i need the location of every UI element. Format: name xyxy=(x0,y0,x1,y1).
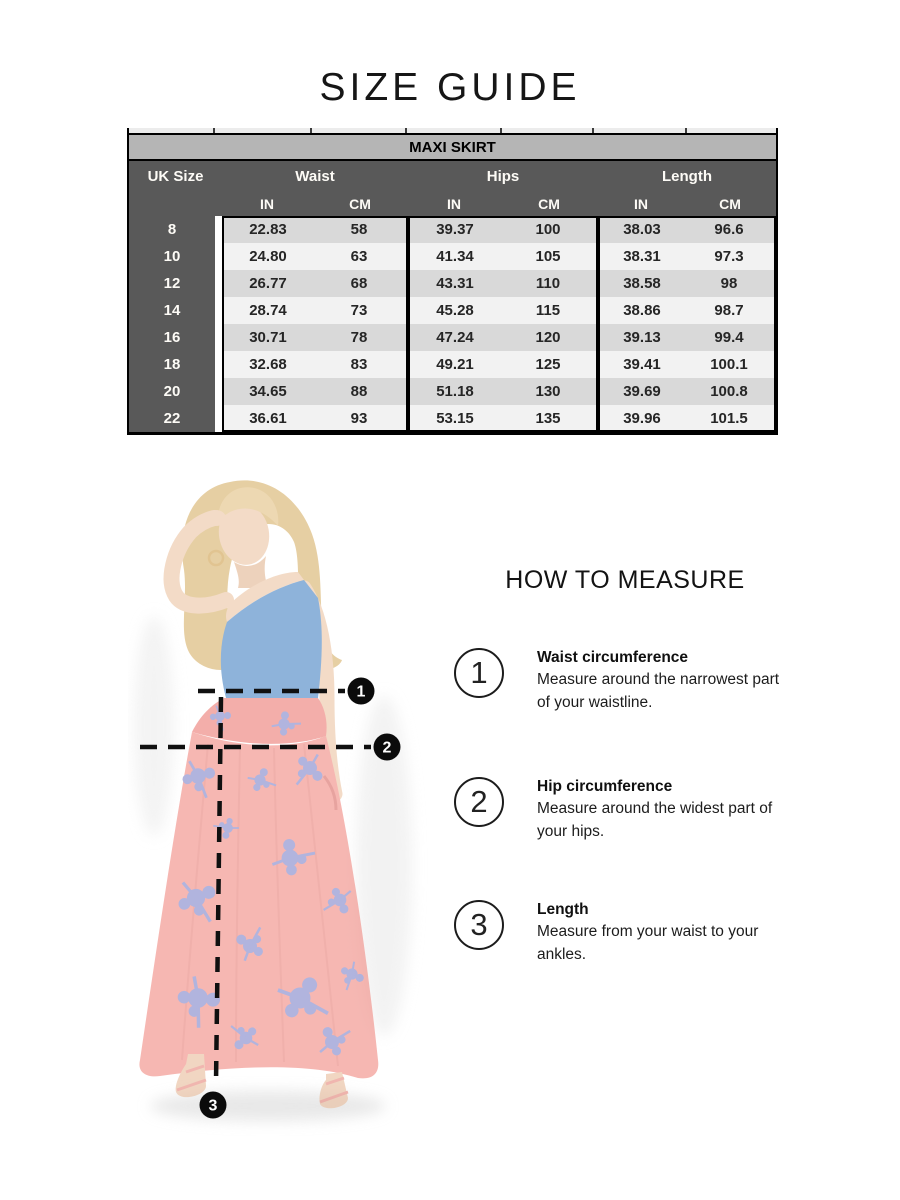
step-3-description: Measure from your waist to your ankles. xyxy=(537,923,759,963)
unit-header: CM xyxy=(538,195,560,212)
value-cell: 97.3 xyxy=(714,248,744,265)
step-1-description: Measure around the narrowest part of your waistline. xyxy=(537,671,780,711)
hips-values-group xyxy=(408,216,598,432)
value-cell: 105 xyxy=(535,248,561,265)
skirt-waistband xyxy=(192,698,327,744)
unit-header: CM xyxy=(349,195,371,212)
how-to-measure-title: HOW TO MEASURE xyxy=(505,566,745,594)
column-group-waist: Waist xyxy=(295,167,335,185)
unit-header: IN xyxy=(447,195,461,212)
measure-step-2 xyxy=(454,777,782,843)
model-figure xyxy=(139,480,378,1108)
value-cell: 34.65 xyxy=(249,383,287,400)
step-2-number: 2 xyxy=(470,784,488,819)
table-row xyxy=(222,405,408,432)
table-row xyxy=(408,324,598,351)
value-cell: 99.4 xyxy=(714,329,744,346)
table-row xyxy=(222,297,408,324)
size-cell: 18 xyxy=(163,356,181,373)
step-1-number: 1 xyxy=(470,655,488,690)
step-3-number: 3 xyxy=(470,907,488,942)
value-cell: 24.80 xyxy=(249,248,287,265)
table-data-area xyxy=(129,216,776,432)
value-cell: 36.61 xyxy=(249,410,287,427)
value-cell: 49.21 xyxy=(436,356,474,373)
table-row xyxy=(408,216,598,243)
marker-3-label: 3 xyxy=(208,1097,218,1115)
value-cell: 78 xyxy=(350,329,368,346)
size-cell: 12 xyxy=(163,275,181,292)
value-cell: 38.86 xyxy=(623,302,661,319)
step-3-number-circle xyxy=(454,900,504,950)
unit-header: IN xyxy=(260,195,274,212)
value-cell: 101.5 xyxy=(710,410,748,427)
table-top-gridline-strip xyxy=(129,128,776,133)
value-cell: 45.28 xyxy=(436,302,474,319)
value-cell: 39.69 xyxy=(623,383,661,400)
marker-2-label: 2 xyxy=(382,739,392,757)
value-cell: 125 xyxy=(535,356,561,373)
value-cell: 73 xyxy=(350,302,368,319)
value-cell: 39.96 xyxy=(623,410,661,427)
value-cell: 32.68 xyxy=(249,356,287,373)
size-cell: 16 xyxy=(163,329,181,346)
product-name: MAXI SKIRT xyxy=(409,138,496,156)
value-cell: 30.71 xyxy=(249,329,287,346)
table-row xyxy=(598,243,776,270)
table-row xyxy=(408,297,598,324)
table-row xyxy=(222,216,408,243)
unit-header: IN xyxy=(634,195,648,212)
table-row xyxy=(598,297,776,324)
table-unit-header-row xyxy=(129,191,776,216)
step-1-number-circle xyxy=(454,648,504,698)
step-2-number-circle xyxy=(454,777,504,827)
table-row xyxy=(222,270,408,297)
page-title: SIZE GUIDE xyxy=(319,66,581,109)
size-cell: 14 xyxy=(163,302,181,319)
value-cell: 38.03 xyxy=(623,221,661,238)
value-cell: 58 xyxy=(350,221,368,238)
value-cell: 100.8 xyxy=(710,383,748,400)
waist-values-group xyxy=(222,216,408,432)
table-row xyxy=(222,378,408,405)
hand xyxy=(206,510,226,526)
table-row xyxy=(598,351,776,378)
value-cell: 98.7 xyxy=(714,302,744,319)
value-cell: 38.58 xyxy=(623,275,661,292)
value-cell: 135 xyxy=(535,410,561,427)
value-cell: 120 xyxy=(535,329,561,346)
value-cell: 93 xyxy=(350,410,368,427)
size-cell: 8 xyxy=(167,221,177,238)
value-cell: 26.77 xyxy=(249,275,287,292)
value-cell: 63 xyxy=(350,248,368,265)
value-cell: 22.83 xyxy=(249,221,287,238)
value-cell: 53.15 xyxy=(436,410,474,427)
column-gap xyxy=(215,216,222,432)
table-row xyxy=(598,378,776,405)
step-1-title: Waist circumference xyxy=(537,649,689,666)
model-photo xyxy=(128,476,438,1136)
value-cell: 98 xyxy=(720,275,738,292)
column-group-length: Length xyxy=(662,167,712,185)
step-2-title: Hip circumference xyxy=(537,778,673,795)
value-cell: 39.41 xyxy=(623,356,661,373)
table-row xyxy=(222,351,408,378)
table-group-header-row xyxy=(129,161,776,191)
value-cell: 39.37 xyxy=(436,221,474,238)
table-row xyxy=(222,324,408,351)
value-cell: 88 xyxy=(350,383,368,400)
length-values-group xyxy=(598,216,776,432)
value-cell: 43.31 xyxy=(436,275,474,292)
value-cell: 68 xyxy=(350,275,368,292)
measure-step-1 xyxy=(454,648,782,714)
table-row xyxy=(598,324,776,351)
table-row xyxy=(222,243,408,270)
value-cell: 110 xyxy=(535,275,561,292)
table-row xyxy=(598,216,776,243)
value-cell: 115 xyxy=(535,302,561,319)
value-cell: 130 xyxy=(535,383,561,400)
size-cell: 20 xyxy=(163,383,181,400)
table-row xyxy=(408,405,598,432)
value-cell: 28.74 xyxy=(249,302,287,319)
step-2-description: Measure around the widest part of your hips. xyxy=(537,800,773,840)
one-shoulder-top xyxy=(221,580,322,698)
table-row xyxy=(598,405,776,432)
step-3-title: Length xyxy=(537,901,589,918)
value-cell: 47.24 xyxy=(436,329,474,346)
value-cell: 41.34 xyxy=(436,248,474,265)
table-row xyxy=(408,243,598,270)
table-product-banner xyxy=(129,133,776,161)
table-row xyxy=(408,378,598,405)
value-cell: 83 xyxy=(350,356,368,373)
unit-header: CM xyxy=(719,195,741,212)
size-table xyxy=(127,128,778,435)
value-cell: 39.13 xyxy=(623,329,661,346)
size-cell: 22 xyxy=(163,410,181,427)
value-cell: 96.6 xyxy=(714,221,744,238)
size-cell: 10 xyxy=(163,248,181,265)
table-row xyxy=(408,351,598,378)
value-cell: 51.18 xyxy=(436,383,474,400)
value-cell: 100 xyxy=(535,221,561,238)
table-row xyxy=(598,270,776,297)
column-header-uk-size: UK Size xyxy=(147,167,204,185)
value-cell: 38.31 xyxy=(623,248,661,265)
column-group-hips: Hips xyxy=(486,167,520,185)
marker-1-label: 1 xyxy=(356,683,366,701)
measure-step-3 xyxy=(454,900,782,966)
table-row xyxy=(408,270,598,297)
uk-size-column xyxy=(129,216,215,432)
value-cell: 100.1 xyxy=(710,356,748,373)
